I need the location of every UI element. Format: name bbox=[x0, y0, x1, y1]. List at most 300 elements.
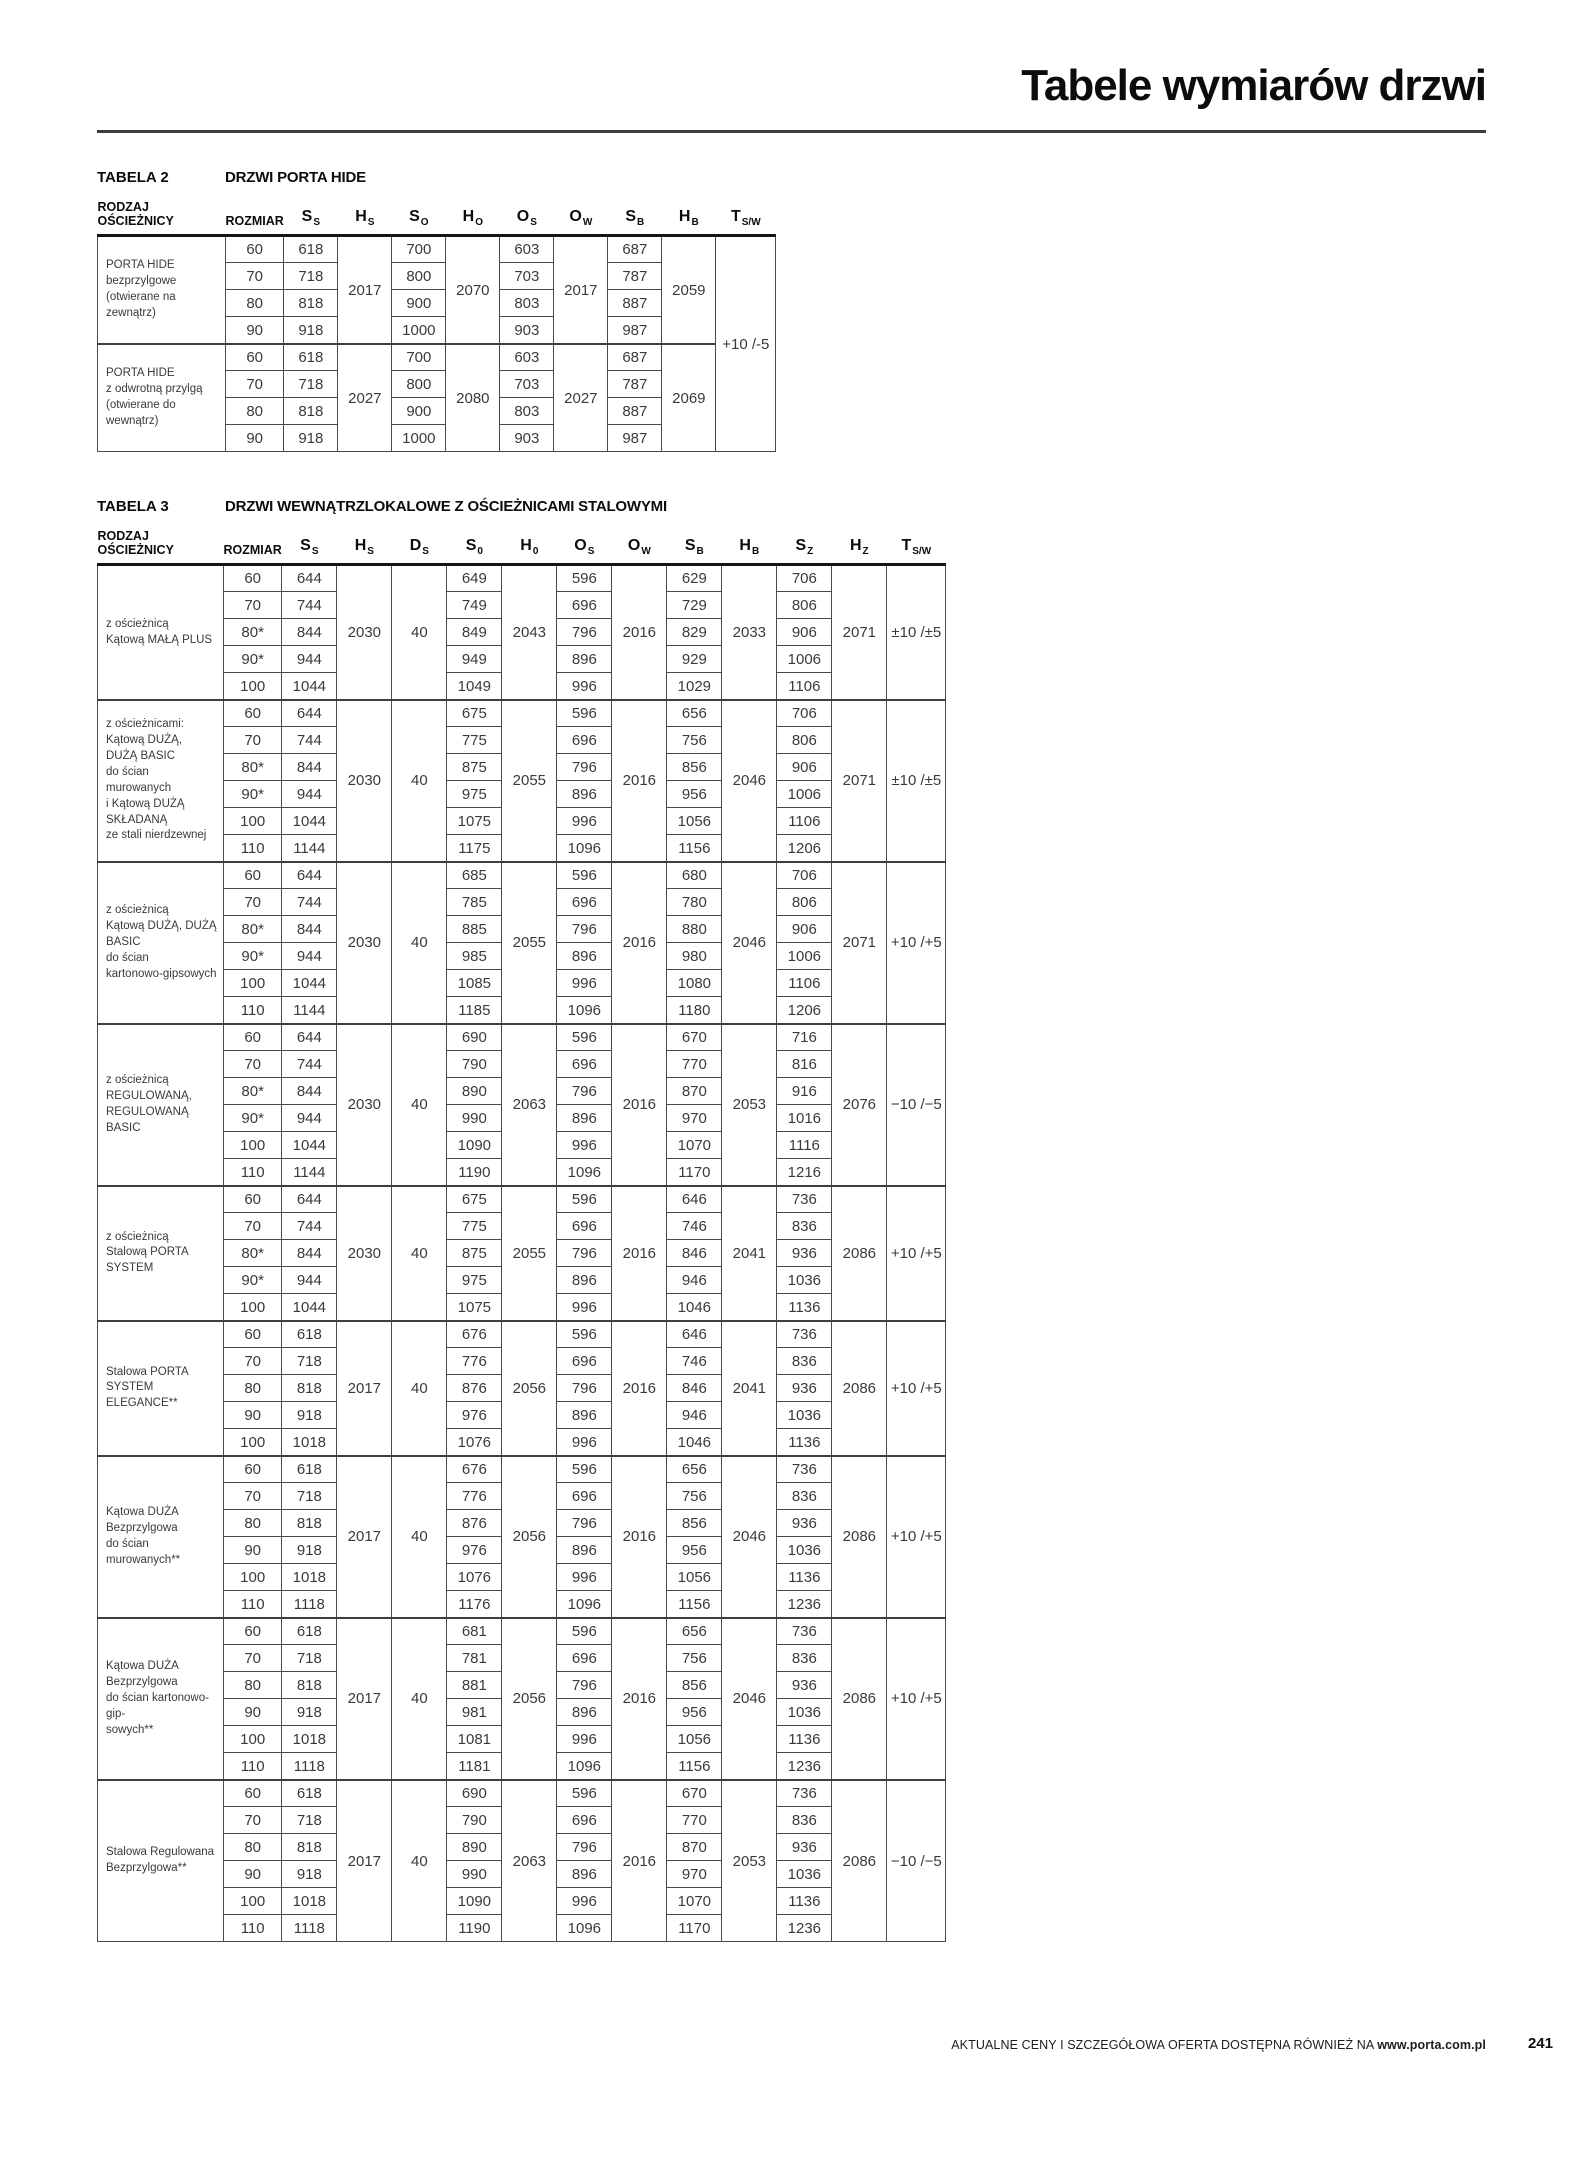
cell-s_b: 770 bbox=[667, 1051, 722, 1078]
cell-h_b: 2033 bbox=[722, 565, 777, 700]
cell-s_z: 1236 bbox=[777, 1753, 832, 1780]
cell-s_s: 1118 bbox=[282, 1753, 337, 1780]
cell-s_b: 680 bbox=[667, 862, 722, 889]
cell-sizes: 70 bbox=[224, 1348, 282, 1375]
table2-heading bbox=[97, 169, 1486, 186]
cell-sizes: 60 bbox=[224, 565, 282, 592]
cell-s_z: 736 bbox=[777, 1618, 832, 1645]
cell-s_s: 918 bbox=[282, 1861, 337, 1888]
cell-o_s: 803 bbox=[500, 290, 554, 317]
cell-s_s: 718 bbox=[282, 1807, 337, 1834]
cell-h_b: 2046 bbox=[722, 862, 777, 1024]
cell-o_w: 2016 bbox=[612, 1186, 667, 1321]
cell-o_w: 2016 bbox=[612, 700, 667, 862]
cell-s_s: 1044 bbox=[282, 970, 337, 997]
cell-s_s: 618 bbox=[284, 236, 338, 263]
cell-s_0: 790 bbox=[447, 1051, 502, 1078]
cell-s_s: 944 bbox=[282, 781, 337, 808]
cell-s_b: 646 bbox=[667, 1321, 722, 1348]
cell-s_b: 746 bbox=[667, 1348, 722, 1375]
cell-s_z: 1216 bbox=[777, 1159, 832, 1186]
cell-t: +10 /+5 bbox=[887, 1618, 946, 1780]
cell-sizes: 60 bbox=[224, 1456, 282, 1483]
cell-o_s: 696 bbox=[557, 1645, 612, 1672]
column-header-s_s: $S_S$ bbox=[282, 517, 337, 565]
cell-s_b: 846 bbox=[667, 1240, 722, 1267]
cell-sizes: 100 bbox=[224, 1429, 282, 1456]
cell-sizes: 110 bbox=[224, 1915, 282, 1942]
cell-sizes: 110 bbox=[224, 997, 282, 1024]
cell-s_0: 1176 bbox=[447, 1591, 502, 1618]
cell-o_s: 796 bbox=[557, 619, 612, 646]
cell-d_s: 40 bbox=[392, 1186, 447, 1321]
cell-s_0: 990 bbox=[447, 1105, 502, 1132]
cell-o_w: 2016 bbox=[612, 1024, 667, 1186]
cell-h_s: 2030 bbox=[337, 1186, 392, 1321]
cell-s_z: 1106 bbox=[777, 808, 832, 835]
table-row bbox=[98, 862, 946, 889]
cell-s_b: 829 bbox=[667, 619, 722, 646]
cell-s_z: 1206 bbox=[777, 997, 832, 1024]
cell-s_z: 936 bbox=[777, 1375, 832, 1402]
cell-s_s: 1018 bbox=[282, 1429, 337, 1456]
cell-s_z: 1036 bbox=[777, 1699, 832, 1726]
cell-s_s: 844 bbox=[282, 1078, 337, 1105]
cell-sizes: 70 bbox=[224, 889, 282, 916]
cell-s_0: 1075 bbox=[447, 808, 502, 835]
cell-h_b: 2069 bbox=[662, 344, 716, 452]
cell-s_0: 876 bbox=[447, 1510, 502, 1537]
cell-sizes: 100 bbox=[224, 970, 282, 997]
cell-s_0: 949 bbox=[447, 646, 502, 673]
cell-h_b: 2046 bbox=[722, 700, 777, 862]
cell-t: ±10 /±5 bbox=[887, 565, 946, 700]
cell-sizes: 70 bbox=[224, 592, 282, 619]
cell-s_z: 1136 bbox=[777, 1726, 832, 1753]
cell-s_0: 875 bbox=[447, 1240, 502, 1267]
cell-h_o: 2070 bbox=[446, 236, 500, 344]
frame-type-label: z ościeżnicą REGULOWANĄ, REGULOWANĄ BASIC bbox=[98, 1024, 224, 1186]
cell-s_o: 800 bbox=[392, 371, 446, 398]
cell-s_z: 1006 bbox=[777, 943, 832, 970]
cell-s_z: 1136 bbox=[777, 1429, 832, 1456]
cell-s_z: 706 bbox=[777, 700, 832, 727]
cell-sizes: 100 bbox=[224, 1294, 282, 1321]
cell-s_0: 649 bbox=[447, 565, 502, 592]
cell-h_0: 2063 bbox=[502, 1780, 557, 1942]
cell-s_s: 818 bbox=[284, 290, 338, 317]
cell-s_b: 1056 bbox=[667, 1726, 722, 1753]
cell-s_s: 1118 bbox=[282, 1591, 337, 1618]
cell-s_0: 890 bbox=[447, 1834, 502, 1861]
column-header-h_z: $H_Z$ bbox=[832, 517, 887, 565]
cell-s_z: 836 bbox=[777, 1213, 832, 1240]
cell-s_b: 846 bbox=[667, 1375, 722, 1402]
cell-o_s: 703 bbox=[500, 371, 554, 398]
cell-s_z: 836 bbox=[777, 1645, 832, 1672]
cell-sizes: 80* bbox=[224, 916, 282, 943]
cell-s_b: 870 bbox=[667, 1834, 722, 1861]
footer-note bbox=[951, 2038, 1486, 2052]
cell-s_b: 887 bbox=[608, 290, 662, 317]
cell-sizes: 70 bbox=[226, 263, 284, 290]
cell-h_s: 2030 bbox=[337, 700, 392, 862]
cell-t: ±10 /±5 bbox=[887, 700, 946, 862]
cell-h_z: 2076 bbox=[832, 1024, 887, 1186]
cell-s_0: 776 bbox=[447, 1348, 502, 1375]
cell-sizes: 80 bbox=[224, 1672, 282, 1699]
cell-h_0: 2063 bbox=[502, 1024, 557, 1186]
cell-s_s: 818 bbox=[282, 1672, 337, 1699]
cell-o_s: 603 bbox=[500, 344, 554, 371]
cell-s_b: 780 bbox=[667, 889, 722, 916]
cell-s_0: 785 bbox=[447, 889, 502, 916]
cell-s_0: 1190 bbox=[447, 1915, 502, 1942]
cell-s_s: 1044 bbox=[282, 808, 337, 835]
cell-s_s: 718 bbox=[284, 371, 338, 398]
cell-h_0: 2055 bbox=[502, 862, 557, 1024]
column-header-o_w: $O_W$ bbox=[612, 517, 667, 565]
cell-s_b: 656 bbox=[667, 1456, 722, 1483]
frame-type-label: z ościeżnicą Kątową MAŁĄ PLUS bbox=[98, 565, 224, 700]
cell-h_s: 2027 bbox=[338, 344, 392, 452]
table3-section bbox=[97, 498, 1486, 1942]
cell-s_s: 918 bbox=[282, 1699, 337, 1726]
cell-s_0: 1175 bbox=[447, 835, 502, 862]
cell-h_0: 2056 bbox=[502, 1618, 557, 1780]
cell-s_o: 800 bbox=[392, 263, 446, 290]
cell-s_b: 946 bbox=[667, 1267, 722, 1294]
cell-o_s: 896 bbox=[557, 1402, 612, 1429]
cell-o_s: 796 bbox=[557, 1672, 612, 1699]
cell-s_b: 970 bbox=[667, 1105, 722, 1132]
cell-sizes: 60 bbox=[224, 1321, 282, 1348]
table2-title: DRZWI PORTA HIDE bbox=[225, 169, 366, 187]
cell-s_o: 1000 bbox=[392, 317, 446, 344]
cell-s_s: 644 bbox=[282, 1186, 337, 1213]
cell-s_o: 700 bbox=[392, 236, 446, 263]
cell-s_s: 918 bbox=[284, 317, 338, 344]
cell-s_z: 1036 bbox=[777, 1402, 832, 1429]
cell-sizes: 80 bbox=[226, 290, 284, 317]
cell-t: −10 /−5 bbox=[887, 1024, 946, 1186]
column-header-t: $T_{S/W}$ bbox=[716, 188, 776, 236]
cell-sizes: 80* bbox=[224, 619, 282, 646]
table-row bbox=[98, 344, 776, 371]
cell-o_s: 1096 bbox=[557, 1159, 612, 1186]
cell-s_z: 806 bbox=[777, 727, 832, 754]
cell-o_s: 596 bbox=[557, 1186, 612, 1213]
cell-s_b: 787 bbox=[608, 263, 662, 290]
cell-s_s: 818 bbox=[282, 1375, 337, 1402]
cell-h_s: 2017 bbox=[338, 236, 392, 344]
column-header-h_b: $H_B$ bbox=[662, 188, 716, 236]
cell-s_s: 918 bbox=[282, 1402, 337, 1429]
cell-sizes: 90 bbox=[224, 1537, 282, 1564]
steel-frame-doors-dimensions-table bbox=[97, 517, 946, 1942]
cell-s_0: 985 bbox=[447, 943, 502, 970]
page-title: Tabele wymiarów drzwi bbox=[1021, 61, 1486, 110]
cell-s_s: 718 bbox=[282, 1645, 337, 1672]
cell-o_s: 1096 bbox=[557, 997, 612, 1024]
cell-s_b: 1170 bbox=[667, 1159, 722, 1186]
cell-h_s: 2030 bbox=[337, 565, 392, 700]
cell-s_z: 1006 bbox=[777, 781, 832, 808]
cell-o_w: 2016 bbox=[612, 1780, 667, 1942]
cell-sizes: 80 bbox=[224, 1375, 282, 1402]
cell-s_b: 756 bbox=[667, 1645, 722, 1672]
cell-o_s: 796 bbox=[557, 1834, 612, 1861]
cell-s_0: 690 bbox=[447, 1780, 502, 1807]
cell-s_0: 1081 bbox=[447, 1726, 502, 1753]
frame-type-label: Kątowa DUŻA Bezprzylgowa do ścian kartonowo-gip- sowych** bbox=[98, 1618, 224, 1780]
column-header-s_o: $S_O$ bbox=[392, 188, 446, 236]
cell-s_b: 987 bbox=[608, 425, 662, 452]
cell-s_0: 676 bbox=[447, 1456, 502, 1483]
cell-h_o: 2080 bbox=[446, 344, 500, 452]
cell-s_0: 790 bbox=[447, 1807, 502, 1834]
cell-s_b: 929 bbox=[667, 646, 722, 673]
cell-s_o: 900 bbox=[392, 398, 446, 425]
cell-s_s: 618 bbox=[282, 1456, 337, 1483]
cell-o_s: 896 bbox=[557, 1267, 612, 1294]
cell-o_s: 596 bbox=[557, 1321, 612, 1348]
cell-sizes: 90 bbox=[226, 425, 284, 452]
cell-tolerance: +10 /-5 bbox=[716, 236, 776, 452]
cell-h_z: 2071 bbox=[832, 700, 887, 862]
cell-s_o: 700 bbox=[392, 344, 446, 371]
cell-s_b: 1056 bbox=[667, 1564, 722, 1591]
cell-s_0: 685 bbox=[447, 862, 502, 889]
column-header-label: RODZAJ OŚCIEŻNICY bbox=[98, 517, 224, 565]
cell-h_s: 2017 bbox=[337, 1618, 392, 1780]
cell-s_s: 1044 bbox=[282, 1294, 337, 1321]
cell-d_s: 40 bbox=[392, 700, 447, 862]
cell-s_b: 787 bbox=[608, 371, 662, 398]
cell-t: +10 /+5 bbox=[887, 1186, 946, 1321]
cell-o_s: 796 bbox=[557, 1510, 612, 1537]
cell-o_s: 903 bbox=[500, 317, 554, 344]
cell-s_s: 944 bbox=[282, 1267, 337, 1294]
cell-s_s: 844 bbox=[282, 619, 337, 646]
cell-sizes: 110 bbox=[224, 835, 282, 862]
cell-sizes: 60 bbox=[226, 344, 284, 371]
cell-h_0: 2055 bbox=[502, 700, 557, 862]
cell-s_s: 944 bbox=[282, 1105, 337, 1132]
cell-sizes: 110 bbox=[224, 1159, 282, 1186]
cell-d_s: 40 bbox=[392, 862, 447, 1024]
cell-s_z: 1006 bbox=[777, 646, 832, 673]
cell-s_0: 876 bbox=[447, 1375, 502, 1402]
cell-s_s: 944 bbox=[282, 646, 337, 673]
cell-h_z: 2086 bbox=[832, 1186, 887, 1321]
cell-o_s: 796 bbox=[557, 1078, 612, 1105]
cell-s_s: 818 bbox=[282, 1834, 337, 1861]
cell-s_0: 1190 bbox=[447, 1159, 502, 1186]
cell-s_z: 1106 bbox=[777, 673, 832, 700]
cell-o_s: 896 bbox=[557, 1861, 612, 1888]
cell-s_s: 644 bbox=[282, 565, 337, 592]
cell-s_s: 718 bbox=[282, 1348, 337, 1375]
cell-s_0: 975 bbox=[447, 1267, 502, 1294]
cell-s_0: 1076 bbox=[447, 1564, 502, 1591]
cell-s_b: 946 bbox=[667, 1402, 722, 1429]
cell-s_s: 1144 bbox=[282, 997, 337, 1024]
cell-s_z: 916 bbox=[777, 1078, 832, 1105]
cell-o_w: 2027 bbox=[554, 344, 608, 452]
cell-h_0: 2043 bbox=[502, 565, 557, 700]
cell-h_s: 2030 bbox=[337, 1024, 392, 1186]
cell-s_b: 856 bbox=[667, 1510, 722, 1537]
cell-s_z: 1136 bbox=[777, 1888, 832, 1915]
cell-s_o: 1000 bbox=[392, 425, 446, 452]
column-header-s_0: $S_0$ bbox=[447, 517, 502, 565]
cell-s_s: 744 bbox=[282, 889, 337, 916]
cell-s_s: 618 bbox=[284, 344, 338, 371]
cell-o_s: 896 bbox=[557, 781, 612, 808]
cell-s_0: 976 bbox=[447, 1402, 502, 1429]
table3-heading bbox=[97, 498, 1486, 515]
column-header-label: RODZAJ OŚCIEŻNICY bbox=[98, 188, 226, 236]
cell-s_z: 1036 bbox=[777, 1267, 832, 1294]
cell-h_0: 2055 bbox=[502, 1186, 557, 1321]
footer-text: AKTUALNE CENY I SZCZEGÓŁOWA OFERTA DOSTĘPNA RÓWNIEŻ NA bbox=[951, 2038, 1378, 2052]
cell-s_b: 756 bbox=[667, 727, 722, 754]
cell-s_0: 749 bbox=[447, 592, 502, 619]
cell-h_b: 2046 bbox=[722, 1618, 777, 1780]
column-header-h_o: $H_O$ bbox=[446, 188, 500, 236]
cell-h_b: 2046 bbox=[722, 1456, 777, 1618]
cell-s_s: 618 bbox=[282, 1618, 337, 1645]
cell-h_s: 2017 bbox=[337, 1456, 392, 1618]
cell-h_z: 2071 bbox=[832, 565, 887, 700]
cell-s_0: 675 bbox=[447, 1186, 502, 1213]
table-row bbox=[98, 565, 946, 592]
cell-s_0: 990 bbox=[447, 1861, 502, 1888]
cell-sizes: 90* bbox=[224, 646, 282, 673]
frame-type-label: PORTA HIDE bezprzylgowe (otwierane na zewnątrz) bbox=[98, 236, 226, 344]
cell-s_s: 1144 bbox=[282, 1159, 337, 1186]
frame-type-label: Stalowa Regulowana Bezprzylgowa** bbox=[98, 1780, 224, 1942]
table-row bbox=[98, 1780, 946, 1807]
cell-o_s: 696 bbox=[557, 1051, 612, 1078]
frame-type-label: z ościeżnicami: Kątową DUŻĄ, DUŻĄ BASIC do ścian murowanych i Kątową DUŻĄ SKŁADANĄ ze stali nierdzewnej bbox=[98, 700, 224, 862]
title-rule bbox=[97, 130, 1486, 133]
cell-s_s: 944 bbox=[282, 943, 337, 970]
cell-o_s: 996 bbox=[557, 808, 612, 835]
cell-s_z: 1236 bbox=[777, 1915, 832, 1942]
cell-s_0: 1185 bbox=[447, 997, 502, 1024]
cell-s_s: 644 bbox=[282, 700, 337, 727]
cell-s_b: 1056 bbox=[667, 808, 722, 835]
cell-s_b: 1156 bbox=[667, 1591, 722, 1618]
table2-section bbox=[97, 169, 1486, 452]
cell-s_s: 918 bbox=[282, 1537, 337, 1564]
cell-s_z: 1036 bbox=[777, 1861, 832, 1888]
cell-t: +10 /+5 bbox=[887, 1456, 946, 1618]
cell-o_s: 796 bbox=[557, 1240, 612, 1267]
cell-s_s: 1018 bbox=[282, 1726, 337, 1753]
cell-s_s: 1018 bbox=[282, 1888, 337, 1915]
cell-s_z: 1136 bbox=[777, 1564, 832, 1591]
cell-s_b: 687 bbox=[608, 236, 662, 263]
cell-s_0: 849 bbox=[447, 619, 502, 646]
cell-sizes: 100 bbox=[224, 1132, 282, 1159]
cell-o_s: 696 bbox=[557, 889, 612, 916]
cell-sizes: 90* bbox=[224, 943, 282, 970]
cell-s_b: 956 bbox=[667, 781, 722, 808]
cell-h_b: 2041 bbox=[722, 1186, 777, 1321]
cell-s_z: 906 bbox=[777, 619, 832, 646]
cell-s_s: 1044 bbox=[282, 1132, 337, 1159]
cell-s_b: 756 bbox=[667, 1483, 722, 1510]
cell-o_s: 1096 bbox=[557, 1753, 612, 1780]
cell-s_z: 806 bbox=[777, 889, 832, 916]
cell-s_0: 1075 bbox=[447, 1294, 502, 1321]
cell-sizes: 70 bbox=[224, 1807, 282, 1834]
cell-o_s: 596 bbox=[557, 1456, 612, 1483]
cell-h_b: 2041 bbox=[722, 1321, 777, 1456]
cell-o_w: 2016 bbox=[612, 1321, 667, 1456]
cell-d_s: 40 bbox=[392, 1456, 447, 1618]
cell-o_s: 903 bbox=[500, 425, 554, 452]
frame-type-label: PORTA HIDE z odwrotną przylgą (otwierane do wewnątrz) bbox=[98, 344, 226, 452]
cell-s_z: 706 bbox=[777, 862, 832, 889]
cell-o_s: 596 bbox=[557, 1024, 612, 1051]
cell-s_s: 818 bbox=[282, 1510, 337, 1537]
cell-s_z: 936 bbox=[777, 1672, 832, 1699]
cell-o_s: 896 bbox=[557, 1537, 612, 1564]
cell-s_0: 1181 bbox=[447, 1753, 502, 1780]
cell-o_s: 1096 bbox=[557, 1915, 612, 1942]
cell-h_z: 2071 bbox=[832, 862, 887, 1024]
cell-s_0: 681 bbox=[447, 1618, 502, 1645]
cell-t: +10 /+5 bbox=[887, 862, 946, 1024]
cell-s_z: 936 bbox=[777, 1834, 832, 1861]
cell-s_s: 718 bbox=[282, 1483, 337, 1510]
page-number: 241 bbox=[1527, 2035, 1553, 2052]
cell-d_s: 40 bbox=[392, 565, 447, 700]
table3-title: DRZWI WEWNĄTRZLOKALOWE Z OŚCIEŻNICAMI STALOWYMI bbox=[225, 498, 667, 516]
frame-type-label: Stalowa PORTA SYSTEM ELEGANCE** bbox=[98, 1321, 224, 1456]
cell-o_s: 896 bbox=[557, 1105, 612, 1132]
cell-s_b: 656 bbox=[667, 700, 722, 727]
cell-sizes: 100 bbox=[224, 808, 282, 835]
cell-s_z: 1106 bbox=[777, 970, 832, 997]
cell-o_s: 996 bbox=[557, 1429, 612, 1456]
cell-sizes: 60 bbox=[224, 1024, 282, 1051]
column-header-s_z: $S_Z$ bbox=[777, 517, 832, 565]
cell-s_b: 987 bbox=[608, 317, 662, 344]
cell-s_b: 770 bbox=[667, 1807, 722, 1834]
column-header-o_w: $O_W$ bbox=[554, 188, 608, 236]
cell-h_s: 2030 bbox=[337, 862, 392, 1024]
cell-sizes: 100 bbox=[224, 1564, 282, 1591]
column-header-h_b: $H_B$ bbox=[722, 517, 777, 565]
cell-s_b: 1029 bbox=[667, 673, 722, 700]
cell-s_0: 781 bbox=[447, 1645, 502, 1672]
column-header-s_b: $S_B$ bbox=[608, 188, 662, 236]
cell-sizes: 90* bbox=[224, 1105, 282, 1132]
cell-s_b: 1080 bbox=[667, 970, 722, 997]
cell-s_b: 1070 bbox=[667, 1888, 722, 1915]
cell-s_0: 981 bbox=[447, 1699, 502, 1726]
column-header-t: $T_{S/W}$ bbox=[887, 517, 946, 565]
cell-s_b: 646 bbox=[667, 1186, 722, 1213]
cell-h_s: 2017 bbox=[337, 1321, 392, 1456]
cell-s_0: 1076 bbox=[447, 1429, 502, 1456]
cell-sizes: 110 bbox=[224, 1591, 282, 1618]
